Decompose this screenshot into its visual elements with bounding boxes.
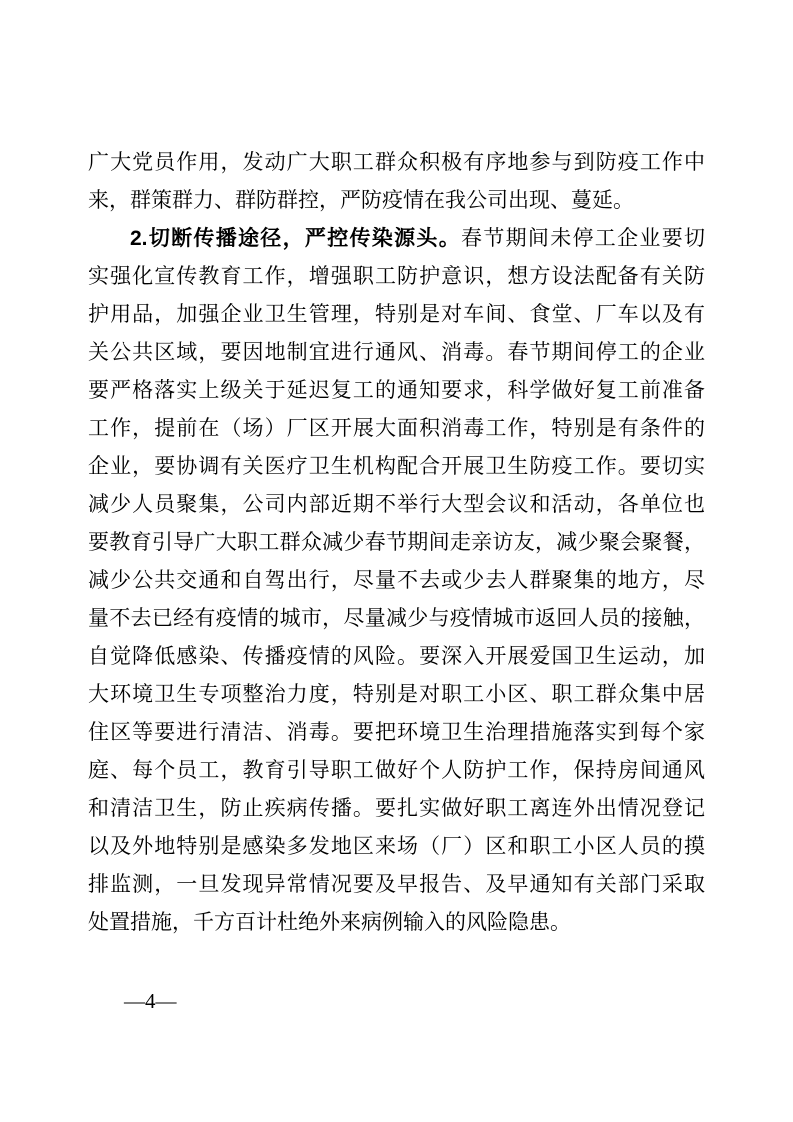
document-line — [88, 714, 705, 752]
paragraph-text: 春节期间未停工企业要切 — [461, 227, 706, 250]
document-line — [88, 790, 705, 828]
paragraph-text: 要教育引导广大职工群众减少春节期间走亲访友，减少聚会聚餐， — [88, 531, 705, 554]
document-line — [88, 410, 705, 448]
document-line — [88, 486, 705, 524]
paragraph-text: 住区等要进行清洁、消毒。要把环境卫生治理措施落实到每个家 — [88, 721, 705, 744]
paragraph-text: 护用品，加强企业卫生管理，特别是对车间、食堂、厂车以及有 — [88, 303, 705, 326]
footer-page-number: —4— — [124, 989, 177, 1013]
paragraph-text: 关公共区域，要因地制宜进行通风、消毒。春节期间停工的企业 — [88, 341, 705, 364]
paragraph-text: 来，群策群力、群防群控，严防疫情在我公司出现、蔓延。 — [88, 189, 634, 212]
paragraph-text: 排监测，一旦发现异常情况要及早报告、及早通知有关部门采取 — [88, 873, 705, 896]
document-line — [88, 524, 705, 562]
document-line — [88, 448, 705, 486]
document-line — [88, 676, 705, 714]
paragraph-text: 广大党员作用，发动广大职工群众积极有序地参与到防疫工作中 — [88, 151, 705, 174]
paragraph-text: 大环境卫生专项整治力度，特别是对职工小区、职工群众集中居 — [88, 683, 705, 706]
paragraph-text: 企业，要协调有关医疗卫生机构配合开展卫生防疫工作。要切实 — [88, 455, 705, 478]
paragraph-text: 减少人员聚集，公司内部近期不举行大型会议和活动，各单位也 — [88, 493, 705, 516]
paragraph-text: 要严格落实上级关于延迟复工的通知要求，科学做好复工前准备 — [88, 379, 705, 402]
document-line — [88, 828, 705, 866]
document-line — [88, 752, 705, 790]
paragraph-text: 以及外地特别是感染多发地区来场（厂）区和职工小区人员的摸 — [88, 835, 705, 858]
document-line — [88, 296, 705, 334]
paragraph-text: 和清洁卫生，防止疾病传播。要扎实做好职工离连外出情况登记 — [88, 797, 705, 820]
document-line — [88, 866, 705, 904]
document-line — [88, 258, 705, 296]
document-line — [88, 562, 705, 600]
text-block — [88, 144, 705, 942]
paragraph-text: 实强化宣传教育工作，增强职工防护意识，想方设法配备有关防 — [88, 265, 705, 288]
document-line — [88, 182, 705, 220]
document-line — [88, 372, 705, 410]
document-line — [88, 334, 705, 372]
paragraph-text: 自觉降低感染、传播疫情的风险。要深入开展爱国卫生运动，加 — [88, 645, 705, 668]
paragraph-heading-bold: 2.切断传播途径，严控传染源头。 — [130, 227, 462, 250]
paragraph-text: 处置措施，千方百计杜绝外来病例输入的风险隐患。 — [88, 911, 571, 934]
paragraph-text: 减少公共交通和自驾出行，尽量不去或少去人群聚集的地方，尽 — [88, 569, 705, 592]
document-line — [88, 904, 705, 942]
paragraph-text: 量不去已经有疫情的城市，尽量减少与疫情城市返回人员的接触， — [88, 607, 705, 630]
document-line — [88, 220, 705, 258]
document-line — [88, 600, 705, 638]
paragraph-text: 庭、每个员工，教育引导职工做好个人防护工作，保持房间通风 — [88, 759, 705, 782]
document-line — [88, 638, 705, 676]
document-line — [88, 144, 705, 182]
paragraph-text: 工作，提前在（场）厂区开展大面积消毒工作，特别是有条件的 — [88, 417, 705, 440]
